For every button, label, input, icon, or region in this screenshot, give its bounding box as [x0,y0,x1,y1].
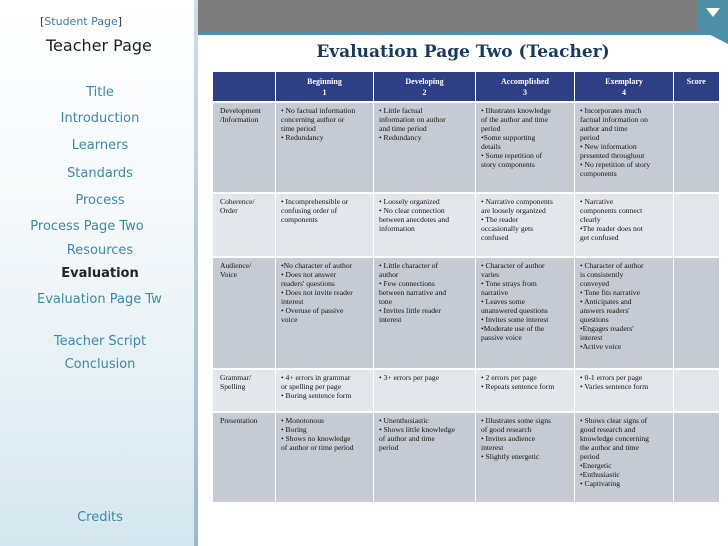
rubric-cell [575,257,674,369]
header-label: Developing [405,77,444,86]
bracket-close: ] [117,15,123,28]
rubric-cell-text: get confused [580,233,619,242]
rubric-cell [575,369,674,412]
rubric-cell [276,369,374,412]
sidebar-divider [194,0,198,546]
criterion-cell [213,193,276,257]
rubric-cell-text: • Illustrates some signs [481,416,551,425]
page-title: Evaluation Page Two (Teacher) [316,42,610,62]
header-beginning [276,72,374,102]
header-exemplary [575,72,674,102]
rubric-cell [476,369,575,412]
rubric-cell-text: • Leaves some [481,297,525,306]
rubric-cell-text: • Little factual [379,106,423,115]
down-arrow-icon [706,8,720,17]
rubric-cell-text: components connect [580,206,643,215]
header-label: Score [686,77,706,86]
nav-process[interactable]: Process [75,193,125,208]
header-score-number: 2 [422,88,427,97]
sidebar-nav [0,0,196,546]
criterion-text: Presentation [220,416,258,425]
rubric-cell-text: components [580,169,617,178]
rubric-cell-text: • Narrative [580,197,614,206]
rubric-cell [276,193,374,257]
rubric-cell-text: • No clear connection [379,206,445,215]
rubric-cell [575,102,674,193]
rubric-cell-text: • Captivating [580,479,620,488]
rubric-cell-text: between anecdotes and [379,215,449,224]
rubric-cell-text: • Invites some interest [481,315,549,324]
table-row [213,369,719,412]
rubric-cell-text: •No character of author [281,261,353,270]
rubric-cell-text: • Incorporates much [580,106,642,115]
rubric-cell-text: concerning author or [281,115,345,124]
rubric-cell-text: • Boring sentence form [281,391,352,400]
rubric-cell-text: • Does not answer [281,270,337,279]
rubric-cell-text: questions [580,315,609,324]
score-cell [674,369,719,412]
rubric-cell [276,257,374,369]
rubric-cell-text: confusing order of [281,206,338,215]
evaluation-rubric-table [212,72,719,502]
student-page-link[interactable] [40,15,122,28]
rubric-cell-text: narrative [481,288,508,297]
rubric-cell-text: • Invites little reader [379,306,441,315]
rubric-cell-text: clearly [580,215,601,224]
table-row [213,193,719,257]
header-accomplished [476,72,575,102]
header-criterion [213,72,276,102]
criterion-cell [213,369,276,412]
rubric-cell-text: • Unenthusiastic [379,416,429,425]
rubric-cell-text: readers' questions [281,279,335,288]
rubric-cell [374,257,476,369]
rubric-cell-text: • Does not invite reader [281,288,353,297]
rubric-cell [374,193,476,257]
rubric-cell [374,369,476,412]
rubric-cell-text: • Repeats sentence form [481,382,555,391]
rubric-cell [374,102,476,193]
score-cell [674,102,719,193]
rubric-cell-text: of the author and time [481,115,549,124]
teacher-page-title: Teacher Page [46,36,152,55]
rubric-cell [575,412,674,502]
nav-process-page-two[interactable]: Process Page Two [30,219,144,234]
rubric-cell-text: information [379,224,415,233]
score-cell [674,257,719,369]
rubric-cell [476,412,575,502]
rubric-cell-text: of author and time [379,434,435,443]
rubric-cell-text: •Some supporting [481,133,536,142]
rubric-cell-text: • Illustrates knowledge [481,106,551,115]
corner-tab [698,0,728,44]
rubric-cell-text: knowledge concerning [580,434,649,443]
rubric-cell [575,193,674,257]
rubric-cell-text: is consistently [580,270,624,279]
rubric-cell-text: • Loosely organized [379,197,440,206]
rubric-cell-text: •Engages readers' [580,324,634,333]
rubric-cell-text: • 0-1 errors per page [580,373,643,382]
rubric-cell [476,193,575,257]
rubric-cell-text: •Energetic [580,461,612,470]
rubric-cell-text: varies [481,270,500,279]
rubric-cell-text: author [379,270,399,279]
nav-evaluation[interactable]: Evaluation [61,266,139,281]
header-band [198,0,728,31]
rubric-cell-text: • Character of author [481,261,545,270]
rubric-cell-text: tone [379,297,393,306]
rubric-cell-text: • Incomprehensible or [281,197,349,206]
header-stripe [198,31,728,35]
rubric-cell-text: • Some repetition of [481,151,543,160]
criterion-text: Coherence/ [220,197,255,206]
header-label: Exemplary [605,77,643,86]
rubric-cell-text: •Active voice [580,342,622,351]
rubric-cell-text: • Few connections [379,279,435,288]
rubric-cell-text: • Slightly energetic [481,452,540,461]
criterion-text: Order [220,206,238,215]
rubric-cell-text: • No repetition of story [580,160,651,169]
rubric-cell-text: the author and time [580,443,639,452]
header-score-number: 4 [622,88,626,97]
rubric-header-row [213,72,719,102]
criterion-text: Grammar/ [220,373,252,382]
header-score [674,72,719,102]
rubric-cell-text: •The reader does not [580,224,643,233]
nav-evaluation-page-two[interactable]: Evaluation Page Tw [37,292,162,307]
nav-learners[interactable]: Learners [71,138,129,153]
rubric-cell-text: • Shows clear signs of [580,416,648,425]
rubric-cell-text: components [281,215,318,224]
criterion-text: /Information [220,115,259,124]
rubric-cell-text: answers readers' [580,306,630,315]
rubric-cell-text: • Tone fits narrative [580,288,640,297]
rubric-cell-text: of good research [481,425,532,434]
rubric-cell [276,102,374,193]
nav-teacher-script[interactable]: Teacher Script [53,334,147,349]
rubric-cell-text: of author or time period [281,443,354,452]
rubric-cell-text: passive voice [481,333,522,342]
criterion-cell [213,412,276,502]
rubric-cell [476,257,575,369]
score-cell [674,193,719,257]
rubric-cell-text: • Narrative components [481,197,553,206]
criterion-text: Audience/ [220,261,252,270]
rubric-cell-text: • Invites audience [481,434,536,443]
rubric-cell-text: unanswered questions [481,306,548,315]
rubric-cell-text: interest [281,297,304,306]
rubric-cell [374,412,476,502]
table-row [213,412,719,502]
rubric-cell-text: • Shows no knowledge [281,434,351,443]
criterion-text: Spelling [220,382,246,391]
rubric-cell-text: •Enthusiastic [580,470,620,479]
rubric-cell-text: • Shows little knowledge [379,425,455,434]
rubric-cell-text: • Overuse of passive [281,306,344,315]
rubric-cell-text: presented throughout [580,151,645,160]
rubric-cell-text: confused [481,233,509,242]
rubric-cell-text: • Boring [281,425,307,434]
rubric-cell [476,102,575,193]
rubric-cell-text: •Moderate use of the [481,324,545,333]
table-row [213,257,719,369]
nav-standards[interactable]: Standards [67,166,133,181]
rubric-cell-text: voice [281,315,298,324]
rubric-cell-text: factual information on [580,115,648,124]
nav-title[interactable]: Title [86,85,114,100]
criterion-cell [213,257,276,369]
rubric-cell-text: • Tone strays from [481,279,537,288]
nav-introduction[interactable]: Introduction [60,111,140,126]
header-label: Accomplished [501,77,549,86]
table-row [213,102,719,193]
rubric-cell-text: interest [379,315,402,324]
rubric-cell-text: interest [481,443,504,452]
rubric-cell-text: period [580,452,600,461]
rubric-cell-text: between narrative and [379,288,447,297]
rubric-cell-text: • No factual information [281,106,356,115]
header-score-number: 1 [322,88,327,97]
header-label: Beginning [307,77,342,86]
rubric-cell-text: information on author [379,115,446,124]
rubric-cell-text: period [379,443,399,452]
criterion-text: Voice [220,270,238,279]
rubric-cell-text: • 2 errors per page [481,373,537,382]
rubric-cell-text: time period [281,124,316,133]
rubric-cell-text: • Monotonous [281,416,324,425]
rubric-cell-text: story components [481,160,535,169]
rubric-cell-text: • Redundancy [281,133,324,142]
rubric-cell-text: period [481,124,501,133]
nav-resources[interactable]: Resources [66,243,134,258]
criterion-text: Development [220,106,261,115]
rubric-cell-text: interest [580,333,603,342]
rubric-cell-text: • Redundancy [379,133,422,142]
rubric-cell-text: are loosely organized [481,206,546,215]
rubric-cell-text: • Character of author [580,261,644,270]
rubric-cell-text: • Anticipates and [580,297,632,306]
header-score-number: 3 [523,88,527,97]
rubric-cell-text: • New information [580,142,637,151]
rubric-cell-text: • The reader [481,215,519,224]
score-cell [674,412,719,502]
rubric-cell-text: or spelling per page [281,382,342,391]
rubric-cell-text: occasionally gets [481,224,534,233]
rubric-cell-text: • 3+ errors per page [379,373,440,382]
rubric-cell [276,412,374,502]
rubric-cell-text: period [580,133,600,142]
criterion-cell [213,102,276,193]
rubric-cell-text: details [481,142,501,151]
nav-credits[interactable]: Credits [77,510,123,525]
rubric-cell-text: • 4+ errors in grammar [281,373,351,382]
rubric-cell-text: good research and [580,425,636,434]
nav-conclusion[interactable]: Conclusion [64,357,136,372]
rubric-cell-text: author and time [580,124,628,133]
rubric-cell-text: • Varies sentence form [580,382,649,391]
rubric-cell-text: conveyed [580,279,610,288]
rubric-cell-text: • Little character of [379,261,438,270]
header-developing [374,72,476,102]
rubric-cell-text: and time period [379,124,427,133]
bracket-open: [ [40,15,45,28]
student-page-link-text[interactable]: Student Page [44,15,118,28]
